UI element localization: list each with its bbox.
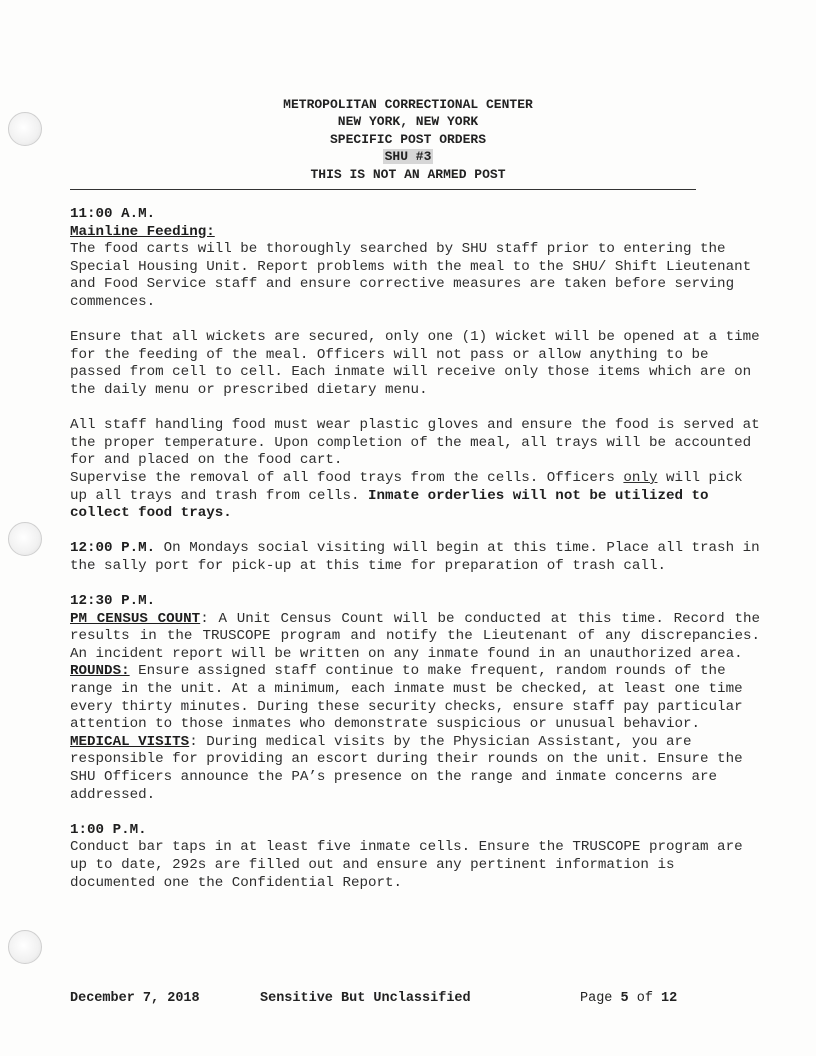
footer-page-number: Page 5 of 12: [580, 991, 678, 1006]
header-institution: METROPOLITAN CORRECTIONAL CENTER: [283, 97, 533, 112]
paragraph: The food carts will be thoroughly searched by SHU staff prior to entering the Special Housing Unit. Report problems with the meal to the SHU/ Shift Lieutenant and Food Service staff and ensure corrective measures are taken before serving commences.: [70, 241, 752, 310]
header-doc-type: SPECIFIC POST ORDERS: [329, 131, 487, 147]
binder-hole: [8, 112, 42, 146]
section-heading-mainline-feeding: Mainline Feeding:: [70, 223, 215, 240]
binder-hole: [8, 930, 42, 964]
paragraph: 12:00 P.M. On Mondays social visiting will begin at this time. Place all trash in the sally port for pick-up at this time for preparation of trash call.: [70, 540, 760, 574]
footer-classification: Sensitive But Unclassified: [260, 991, 471, 1006]
label-pm-census-count: PM CENSUS COUNT: [70, 610, 201, 627]
paragraph: Supervise the removal of all food trays from the cells. Officers only will pick up all trays and trash from cells. Inmate orderlies will not be utilized to collect food trays.: [70, 469, 743, 522]
paragraph: MEDICAL VISITS: During medical visits by the Physician Assistant, you are responsible for providing an escort during their rounds on the unit. Ensure the SHU Officers announce the PA’s presence on the range and inmate concerns are addressed.: [70, 733, 743, 803]
time-heading-1230: 12:30 P.M.: [70, 593, 156, 610]
paragraph: PM CENSUS COUNT: A Unit Census Count will be conducted at this time. Record the results in the TRUSCOPE program and notify the Lieutenant of any discrepancies. An incident report will be written on any inmate found in an unauthorized area.: [70, 610, 760, 662]
document-header: [70, 96, 746, 183]
header-armed-status: THIS IS NOT AN ARMED POST: [310, 166, 506, 182]
label-medical-visits: MEDICAL VISITS: [70, 733, 190, 750]
paragraph: ROUNDS: Ensure assigned staff continue to make frequent, random rounds of the range in the unit. At a minimum, each inmate must be checked, at least one time every thirty minutes. During these security checks, ensure staff pay particular attention to those inmates who demonstrate suspicious or unusual behavior.: [70, 663, 743, 733]
emphasis-orderlies: Inmate orderlies will not be utilized to collect food trays.: [70, 487, 709, 522]
header-divider: [70, 189, 696, 190]
binder-hole: [8, 522, 42, 556]
time-heading-1100: 11:00 A.M.: [70, 206, 156, 222]
post-orders-body: [70, 206, 760, 892]
header-post: SHU #3: [384, 149, 432, 165]
page-footer: [70, 991, 750, 1006]
paragraph: Ensure that all wickets are secured, only one (1) wicket will be opened at a time for the feeding of the meal. Officers will not pass or allow anything to be passed from cell to cell. Each inmate will receive only those items which are on the daily menu or prescribed dietary menu.: [70, 329, 760, 398]
label-rounds: ROUNDS:: [70, 663, 130, 680]
paragraph: All staff handling food must wear plastic gloves and ensure the food is served at the proper temperature. Upon completion of the meal, all trays will be accounted for and placed on the food cart.: [70, 417, 760, 469]
time-heading-0100: 1:00 P.M.: [70, 821, 147, 838]
time-heading-1200: 12:00 P.M.: [70, 540, 156, 557]
paragraph: Conduct bar taps in at least five inmate cells. Ensure the TRUSCOPE program are up to date, 292s are filled out and ensure any pertinent information is documented one the Confidential Report.: [70, 839, 743, 891]
header-location: NEW YORK, NEW YORK: [337, 114, 479, 130]
footer-date: December 7, 2018: [70, 991, 200, 1006]
